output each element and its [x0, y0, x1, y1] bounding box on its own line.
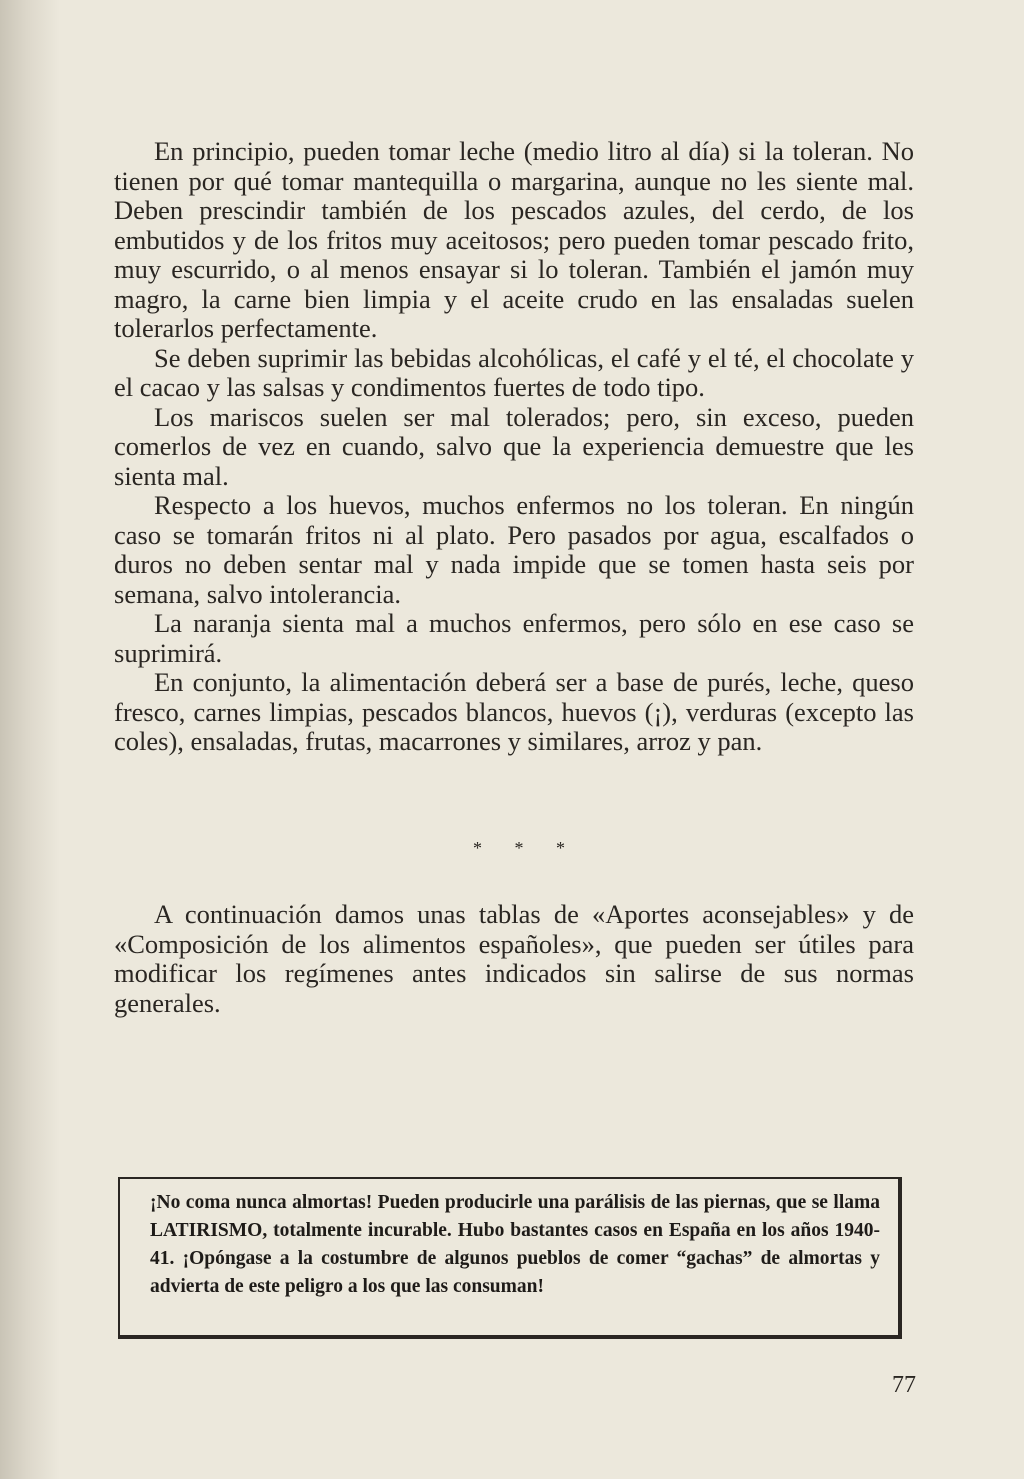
paragraph-summary: En conjunto, la alimentación deberá ser a base de purés, leche, queso fresco, carnes limpias, pescados blancos, huevos (¡), verduras (excepto las coles), ensaladas, frutas, macarrones y similares, arroz y pan.	[114, 667, 914, 756]
warning-text: ¡No coma nunca almortas! Pueden producirle una parálisis de las piernas, que se llama LATIRISMO, totalmente incurable. Hubo bastantes casos en España en los años 1940-41. ¡Opóngase a la costumbre de algunos pueblos de comer “gachas” de almortas y advierta de este peligro a los que las consuman!	[150, 1192, 880, 1297]
paragraph-orange: La naranja sienta mal a muchos enfermos, pero sólo en ese caso se suprimirá.	[114, 608, 914, 668]
paragraph-beverages: Se deben suprimir las bebidas alcohólicas, el café y el té, el chocolate y el cacao y las salsas y condimentos fuertes de todo tipo.	[114, 342, 914, 402]
paragraph-shellfish: Los mariscos suelen ser mal tolerados; pero, sin exceso, pueden comerlos de vez en cuando, salvo que la experiencia demuestre que les sienta mal.	[114, 401, 914, 491]
body-text	[114, 137, 914, 757]
paragraph-milk-fats: En principio, pueden tomar leche (medio litro al día) si la toleran. No tienen por qué tomar mantequilla o margarina, aunque no les siente mal. Deben prescindir también de los pescados azules, del cerdo, de los embutidos y de los fritos muy aceitosos; pero pueden tomar pescado frito, muy escurrido, o al menos ensayar si lo toleran. También el jamón muy magro, la carne bien limpia y el aceite crudo en las ensaladas suelen tolerarlos perfectamente.	[114, 136, 914, 343]
page-gutter-shadow	[0, 0, 60, 1479]
warning-box	[118, 1177, 902, 1339]
page-number: 77	[892, 1372, 916, 1398]
closing-text	[114, 900, 914, 1018]
section-separator: * * *	[473, 838, 579, 858]
paragraph-tables-intro: A continuación damos unas tablas de «Aportes aconsejables» y de «Composición de los alimentos españoles», que pueden ser útiles para modificar los regímenes antes indicados sin salirse de sus normas generales.	[114, 899, 914, 1018]
paragraph-eggs: Respecto a los huevos, muchos enfermos no los toleran. En ningún caso se tomarán fritos ni al plato. Pero pasados por agua, escalfados o duros no deben sentar mal y nada impide que se tomen hasta seis por semana, salvo intolerancia.	[114, 490, 914, 609]
